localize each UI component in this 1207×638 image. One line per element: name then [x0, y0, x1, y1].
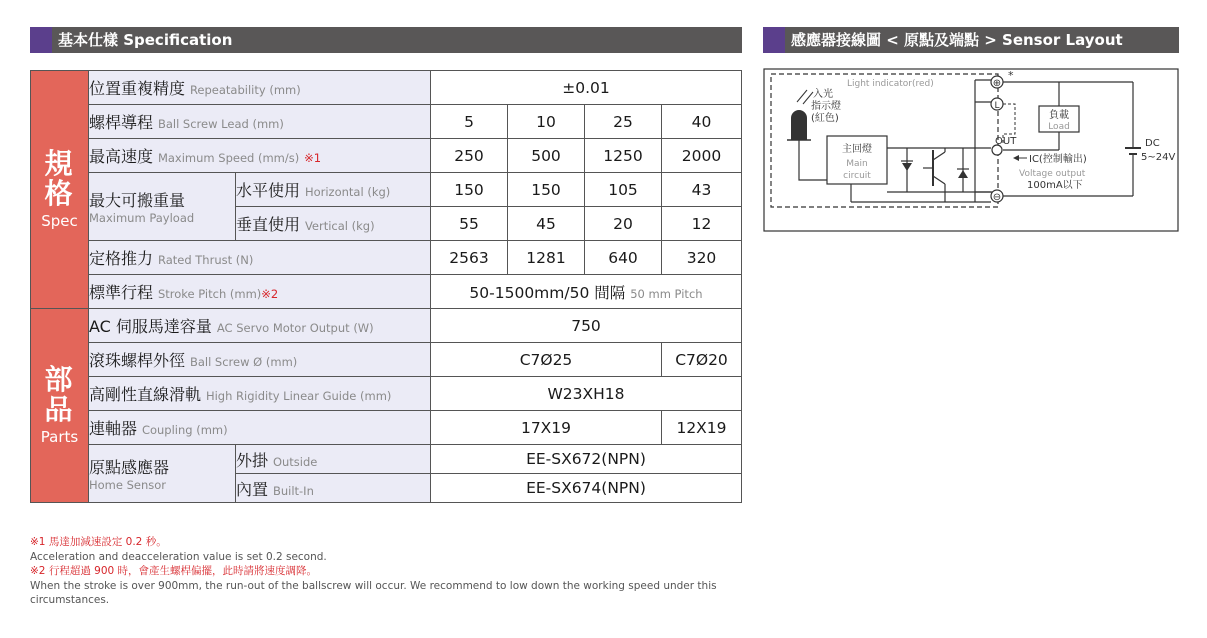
diode-icon	[958, 170, 968, 178]
screw-value-a: C7Ø25	[431, 343, 662, 377]
diode-icon	[902, 163, 912, 171]
note-2-zh: ※2 行程超過 900 時，會產生螺桿偏擺，此時請將速度調降。	[30, 565, 318, 577]
speed-value: 250	[431, 139, 508, 173]
specification-header	[30, 27, 742, 53]
table-row	[31, 411, 742, 445]
home-builtin-value: EE-SX674(NPN)	[431, 474, 742, 503]
specification-title: 基本仕樣 Specification	[58, 31, 233, 49]
light-arrow-icon	[797, 90, 807, 102]
motor-value: 750	[431, 309, 742, 343]
transistor-lead	[933, 152, 945, 160]
main-circuit-en1: Main	[846, 159, 868, 169]
lead-value: 10	[508, 105, 585, 139]
payload-vertical-value: 12	[662, 207, 742, 241]
l-symbol: L	[994, 101, 1000, 111]
repeatability-value: ±0.01	[431, 71, 742, 105]
thrust-value: 640	[585, 241, 662, 275]
table-row	[31, 343, 742, 377]
motor-label: AC 伺服馬達容量 AC Servo Motor Output (W)	[89, 309, 431, 343]
speed-label: 最高速度 Maximum Speed (mm/s) ※1	[89, 139, 431, 173]
light-indicator-label: Light indicator(red)	[847, 79, 934, 89]
star-mark: *	[1008, 69, 1014, 82]
ic-label: IC(控制輸出)	[1029, 154, 1087, 165]
voltage-output-label: Voltage output	[1019, 169, 1086, 179]
minus-symbol: ⊖	[992, 192, 1002, 203]
screw-label: 滾珠螺桿外徑 Ball Screw Ø (mm)	[89, 343, 431, 377]
indicator-label: 指示燈	[811, 101, 841, 112]
current-label: 100mA以下	[1027, 180, 1083, 191]
guide-value: W23XH18	[431, 377, 742, 411]
coupling-value-a: 17X19	[431, 411, 662, 445]
payload-horizontal-label: 水平使用 Horizontal (kg)	[236, 173, 431, 207]
payload-horizontal-value: 105	[585, 173, 662, 207]
main-circuit-zh: 主回燈	[842, 144, 872, 155]
group-spec: 規格 Spec	[31, 71, 89, 309]
plus-symbol: ⊕	[992, 78, 1002, 89]
lead-label: 螺桿導程 Ball Screw Lead (mm)	[89, 105, 431, 139]
out-label: OUT	[995, 136, 1017, 147]
table-row	[31, 241, 742, 275]
transistor-lead	[933, 176, 945, 184]
coupling-value-b: 12X19	[662, 411, 742, 445]
payload-vertical-value: 20	[585, 207, 662, 241]
speed-value: 500	[508, 139, 585, 173]
load-zh: 負載	[1049, 110, 1069, 121]
sensor-wiring-diagram	[763, 68, 1179, 232]
payload-label: 最大可搬重量 Maximum Payload	[89, 173, 236, 241]
group-parts: 部品 Parts	[31, 309, 89, 503]
thrust-value: 320	[662, 241, 742, 275]
main-circuit-en2: circuit	[843, 171, 871, 181]
sensor-layout-title: 感應器接線圖 < 原點及端點 > Sensor Layout	[791, 31, 1123, 49]
lead-value: 25	[585, 105, 662, 139]
coupling-label: 連軸器 Coupling (mm)	[89, 411, 431, 445]
table-row	[31, 377, 742, 411]
note-1-zh: ※1 馬達加減速設定 0.2 秒。	[30, 536, 167, 548]
table-row	[31, 105, 742, 139]
table-row	[31, 71, 742, 105]
table-row	[31, 275, 742, 309]
sensor-layout-header	[763, 27, 1179, 53]
repeatability-label: 位置重複精度 Repeatability (mm)	[89, 71, 431, 105]
dc-label: DC	[1145, 138, 1160, 149]
table-row	[31, 445, 742, 474]
guide-label: 高剛性直線滑軌 High Rigidity Linear Guide (mm)	[89, 377, 431, 411]
screw-value-b: C7Ø20	[662, 343, 742, 377]
table-row	[31, 173, 742, 207]
payload-horizontal-value: 150	[508, 173, 585, 207]
load-en: Load	[1048, 122, 1070, 132]
payload-vertical-value: 45	[508, 207, 585, 241]
stroke-label: 標準行程 Stroke Pitch (mm)※2	[89, 275, 431, 309]
thrust-label: 定格推力 Rated Thrust (N)	[89, 241, 431, 275]
footnotes	[30, 535, 750, 608]
thrust-value: 2563	[431, 241, 508, 275]
home-sensor-label: 原點感應器 Home Sensor	[89, 445, 236, 503]
light-in-label: 入光	[813, 89, 833, 100]
lead-value: 5	[431, 105, 508, 139]
stroke-value: 50-1500mm/50 間隔 50 mm Pitch	[431, 275, 742, 309]
note-2-en: When the stroke is over 900mm, the run-out of the ballscrew will occur. We recommend to low down the working speed under this circumstances.	[30, 579, 717, 606]
payload-horizontal-value: 150	[431, 173, 508, 207]
speed-value: 1250	[585, 139, 662, 173]
dc-range-label: 5~24V	[1141, 152, 1176, 163]
table-row	[31, 309, 742, 343]
note-1-en: Acceleration and deacceleration value is set 0.2 second.	[30, 550, 327, 563]
led-icon	[791, 110, 807, 140]
indicator-red-label: (紅色)	[811, 113, 839, 124]
home-outside-label: 外掛 Outside	[236, 445, 431, 474]
table-row	[31, 139, 742, 173]
thrust-value: 1281	[508, 241, 585, 275]
payload-horizontal-value: 43	[662, 173, 742, 207]
home-builtin-label: 內置 Built-In	[236, 474, 431, 503]
lead-value: 40	[662, 105, 742, 139]
payload-vertical-value: 55	[431, 207, 508, 241]
speed-value: 2000	[662, 139, 742, 173]
payload-vertical-label: 垂直使用 Vertical (kg)	[236, 207, 431, 241]
specification-table	[30, 70, 742, 503]
home-outside-value: EE-SX672(NPN)	[431, 445, 742, 474]
arrow-left-icon	[1013, 155, 1019, 161]
